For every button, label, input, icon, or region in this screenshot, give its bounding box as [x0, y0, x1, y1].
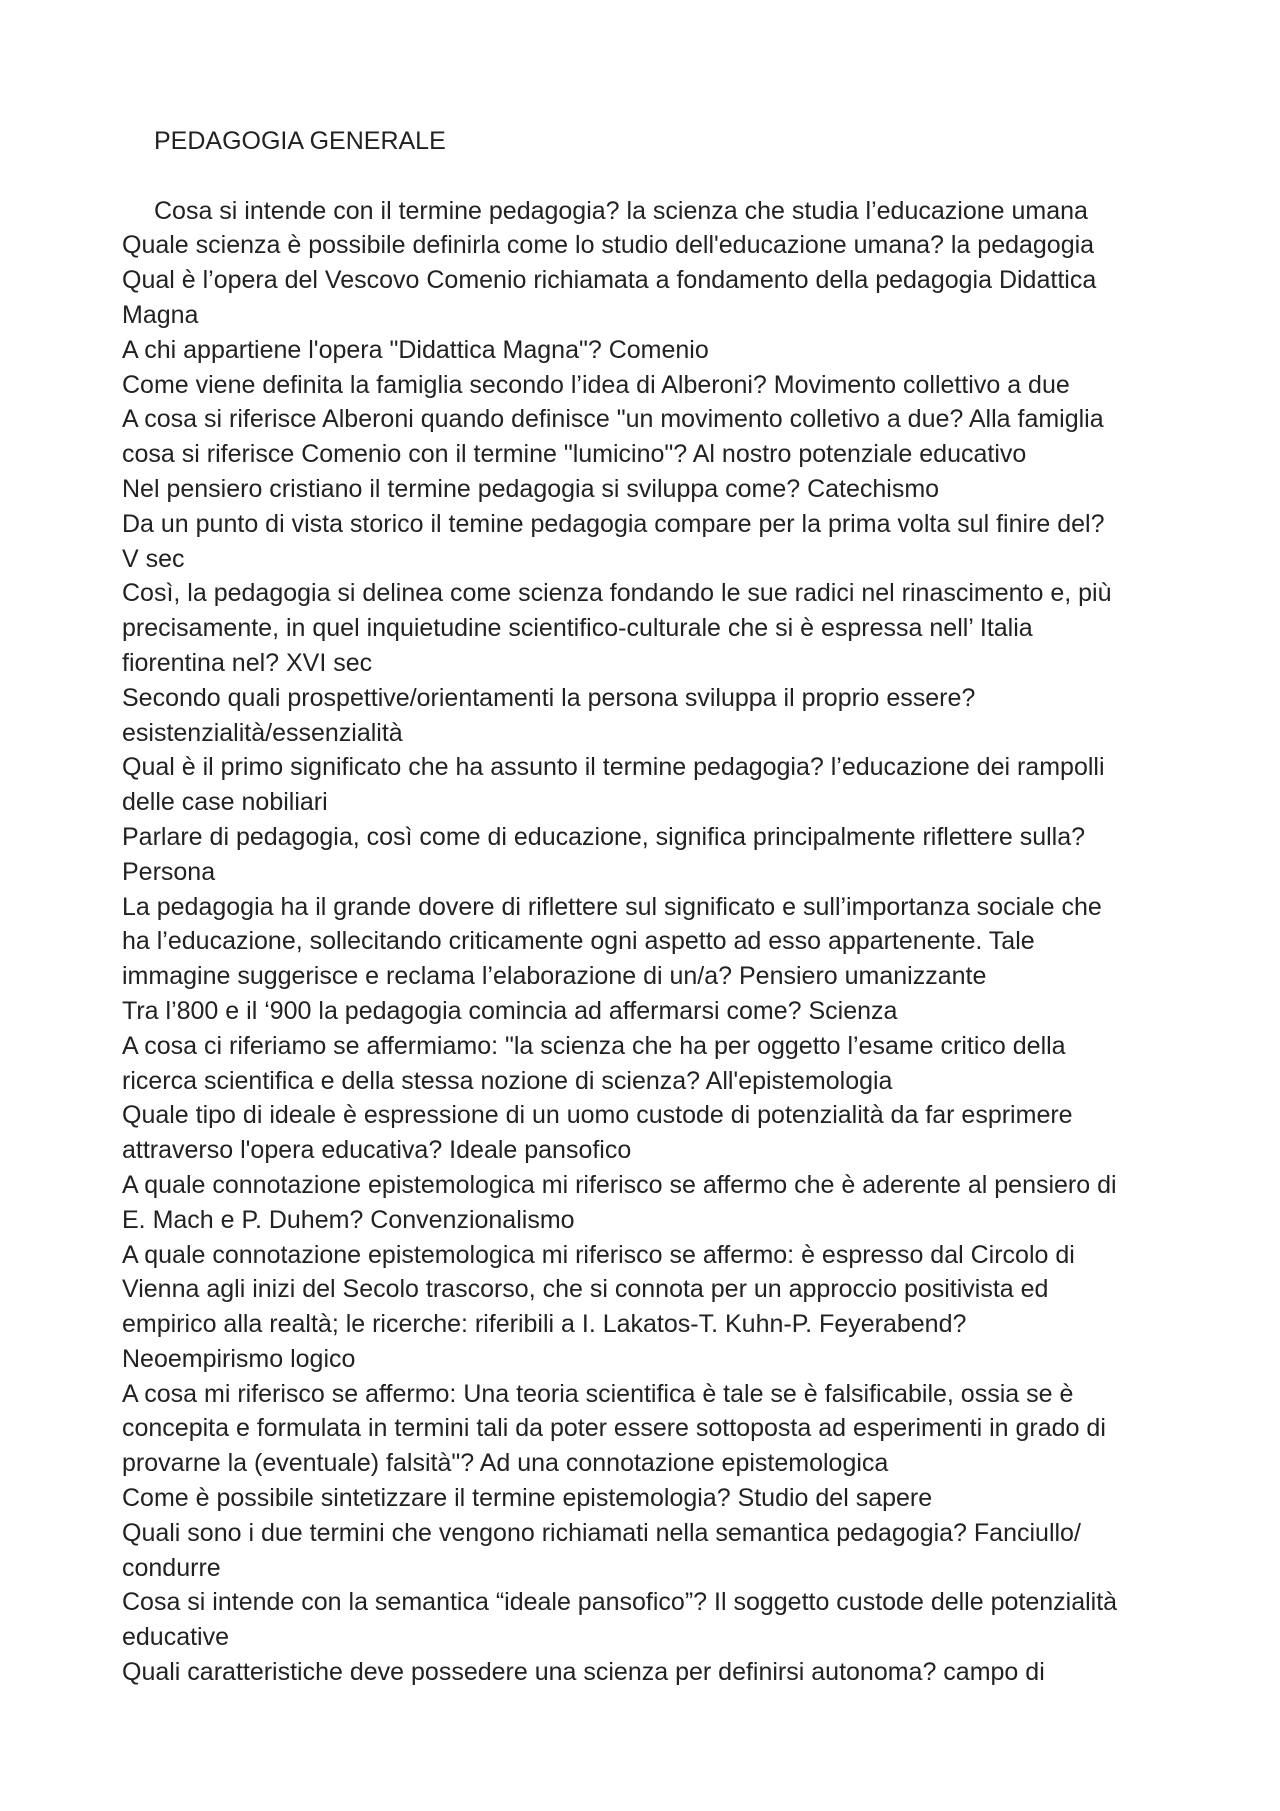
- text-line: E. Mach e P. Duhem? Convenzionalismo: [122, 1205, 575, 1234]
- text-line: Nel pensiero cristiano il termine pedagogia si sviluppa come? Catechismo: [122, 474, 940, 503]
- text-line: Da un punto di vista storico il temine pedagogia compare per la prima volta sul finire del?: [122, 509, 1105, 538]
- text-line: Tra l’800 e il ‘900 la pedagogia comincia ad affermarsi come? Scienza: [122, 996, 898, 1025]
- text-line: La pedagogia ha il grande dovere di riflettere sul significato e sull’importanza sociale che: [122, 892, 1102, 921]
- text-line: ha l’educazione, sollecitando criticamente ogni aspetto ad esso appartenente. Tale: [122, 927, 1035, 956]
- text-line: Cosa si intende con la semantica “ideale pansofico”? Il soggetto custode delle potenzialità: [122, 1588, 1118, 1617]
- text-line: precisamente, in quel inquietudine scientifico-culturale che si è espressa nell’ Italia: [122, 614, 1033, 643]
- text-line: ricerca scientifica e della stessa nozione di scienza? All'epistemologia: [122, 1066, 893, 1095]
- text-line: delle case nobiliari: [122, 788, 328, 817]
- text-line: Persona: [122, 857, 216, 886]
- text-line: A cosa mi riferisco se affermo: Una teoria scientifica è tale se è falsificabile, ossia se è: [122, 1379, 1074, 1408]
- text-line: A cosa ci riferiamo se affermiamo: "la scienza che ha per oggetto l’esame critico della: [122, 1031, 1066, 1060]
- text-line: Cosa si intende con il termine pedagogia? la scienza che studia l’educazione umana: [154, 196, 1088, 225]
- document-title: PEDAGOGIA GENERALE: [154, 127, 446, 155]
- text-line: Come viene definita la famiglia secondo l’idea di Alberoni? Movimento collettivo a due: [122, 370, 1070, 399]
- text-line: Qual è il primo significato che ha assunto il termine pedagogia? l’educazione dei rampolli: [122, 753, 1105, 782]
- text-line: Parlare di pedagogia, così come di educazione, significa principalmente riflettere sulla?: [122, 822, 1086, 851]
- text-line: provarne la (eventuale) falsità"? Ad una connotazione epistemologica: [122, 1449, 889, 1478]
- text-line: A cosa si riferisce Alberoni quando definisce "un movimento colletivo a due? Alla famiglia: [122, 405, 1104, 434]
- text-line: condurre: [122, 1553, 221, 1582]
- text-line: Come è possibile sintetizzare il termine epistemologia? Studio del sapere: [122, 1484, 933, 1513]
- text-line: Magna: [122, 300, 199, 329]
- text-line: Qual è l’opera del Vescovo Comenio richiamata a fondamento della pedagogia Didattica: [122, 266, 1097, 295]
- text-line: esistenzialità/essenzialità: [122, 718, 403, 747]
- text-line: Vienna agli inizi del Secolo trascorso, che si connota per un approccio positivista ed: [122, 1275, 1049, 1304]
- text-line: educative: [122, 1623, 230, 1652]
- text-line: A chi appartiene l'opera "Didattica Magna"? Comenio: [122, 335, 709, 364]
- text-line: cosa si riferisce Comenio con il termine "lumicino"? Al nostro potenziale educativo: [122, 440, 1027, 469]
- text-line: fiorentina nel? XVI sec: [122, 648, 373, 677]
- text-line: immagine suggerisce e reclama l’elaborazione di un/a? Pensiero umanizzante: [122, 962, 987, 991]
- document-body: [122, 124, 1182, 1690]
- text-line: A quale connotazione epistemologica mi riferisco se affermo: è espresso dal Circolo di: [122, 1240, 1075, 1269]
- text-line: concepita e formulata in termini tali da poter essere sottoposta ad esperimenti in grado di: [122, 1414, 1106, 1443]
- text-line: attraverso l'opera educativa? Ideale pansofico: [122, 1136, 632, 1165]
- text-line: empirico alla realtà; le ricerche: riferibili a I. Lakatos-T. Kuhn-P. Feyerabend?: [122, 1310, 967, 1339]
- text-line: Quale scienza è possibile definirla come lo studio dell'educazione umana? la pedagogia: [122, 231, 1095, 260]
- text-line: A quale connotazione epistemologica mi riferisco se affermo che è aderente al pensiero di: [122, 1170, 1117, 1199]
- text-line: Secondo quali prospettive/orientamenti la persona sviluppa il proprio essere?: [122, 683, 976, 712]
- text-line: Quali caratteristiche deve possedere una scienza per definirsi autonoma? campo di: [122, 1658, 1045, 1687]
- text-line: Quale tipo di ideale è espressione di un uomo custode di potenzialità da far esprimere: [122, 1101, 1073, 1130]
- text-line: Quali sono i due termini che vengono richiamati nella semantica pedagogia? Fanciullo/: [122, 1518, 1081, 1547]
- text-line: Neoempirismo logico: [122, 1344, 356, 1373]
- text-line: V sec: [122, 544, 185, 573]
- blank-line: [122, 159, 1182, 194]
- text-line: Così, la pedagogia si delinea come scienza fondando le sue radici nel rinascimento e, più: [122, 579, 1112, 608]
